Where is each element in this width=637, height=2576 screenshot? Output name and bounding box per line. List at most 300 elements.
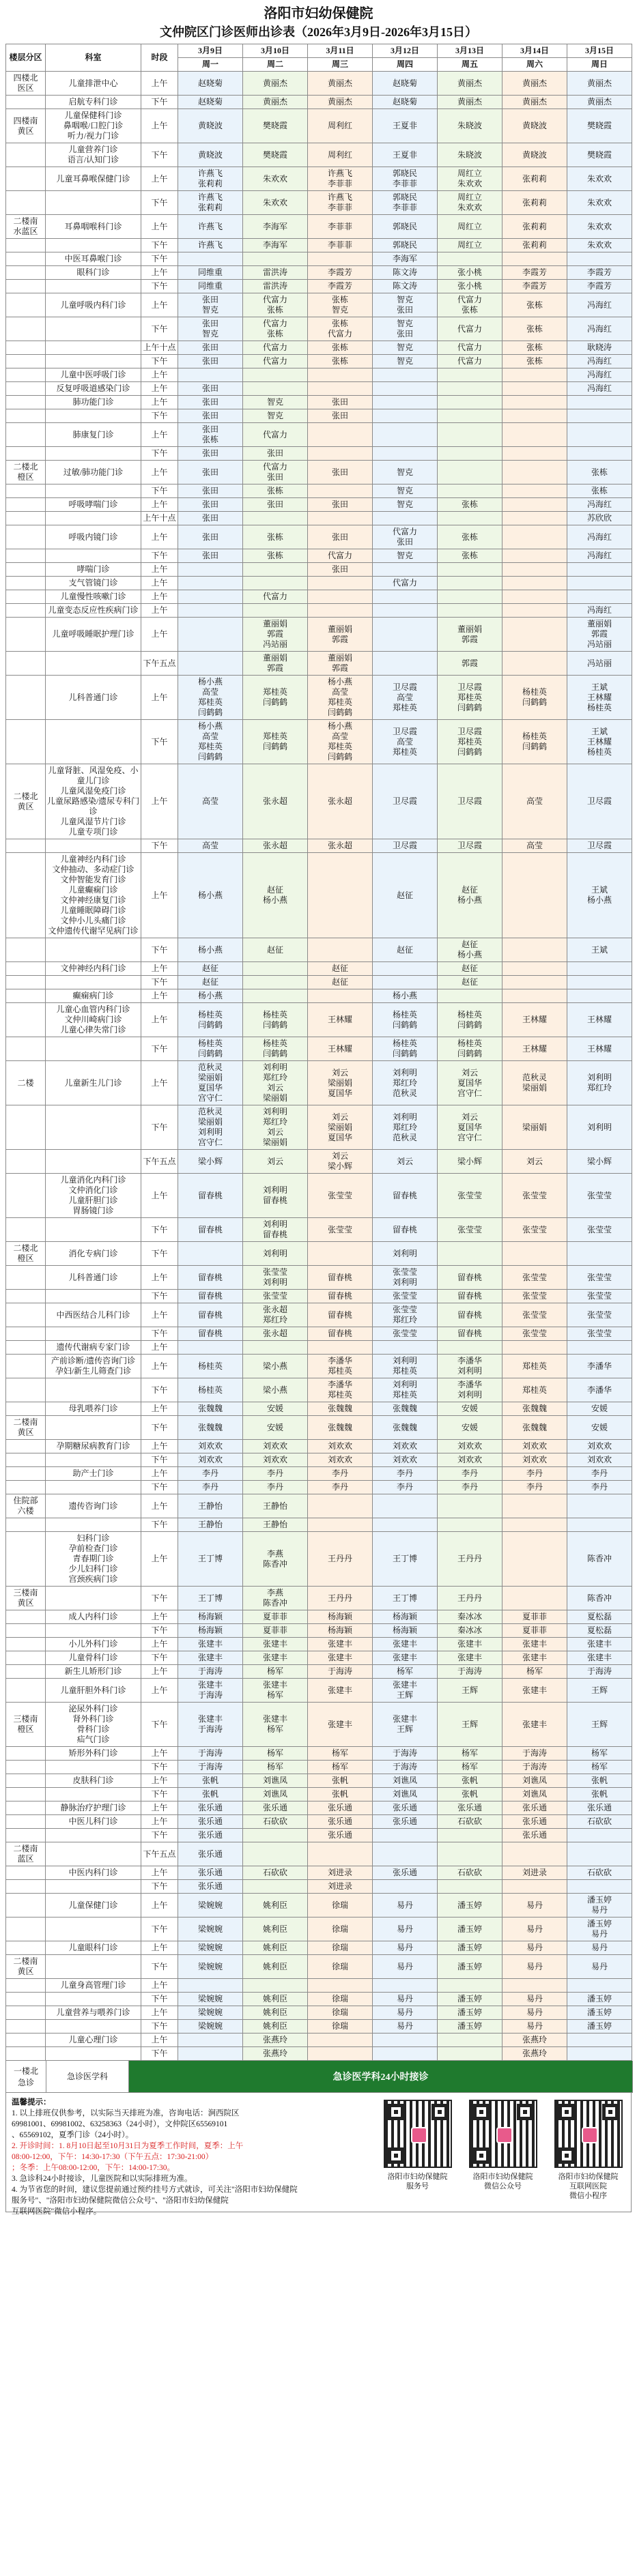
doctor-cell: 张栋 — [567, 461, 632, 484]
doctor-cell: 冯海红 — [567, 355, 632, 368]
doctor-cell — [308, 604, 373, 618]
doctor-cell: 李潘华 郑桂英 — [308, 1355, 373, 1378]
dept-cell: 中医内科门诊 — [46, 1866, 141, 1880]
doctor-cell — [373, 652, 438, 676]
doctor-cell: 张莹莹 — [567, 1174, 632, 1218]
dept-cell: 呼吸哮喘门诊 — [46, 498, 141, 512]
table-row — [6, 1703, 632, 1747]
doctor-cell — [567, 252, 632, 266]
doctor-cell: 董丽娟 郭霞 — [308, 652, 373, 676]
doctor-cell: 石砍砍 — [243, 1866, 308, 1880]
doctor-cell: 高莹 — [178, 764, 243, 839]
doctor-cell — [373, 2034, 438, 2047]
dept-cell — [46, 1955, 141, 1979]
doctor-cell: 周利红 — [308, 143, 373, 167]
doctor-cell: 樊晓霞 — [567, 109, 632, 143]
doctor-cell: 刘云 梁丽娟 夏国华 — [308, 1105, 373, 1150]
emergency-dept: 急诊医学科 — [46, 2061, 129, 2092]
doctor-cell: 张田 — [308, 525, 373, 549]
doctor-cell: 留春桃 — [178, 1327, 243, 1341]
doctor-cell — [567, 563, 632, 577]
doctor-cell — [243, 1880, 308, 1894]
tip-line: 3. 急诊科24小时接诊，儿童医院和以实际排班为准。 — [12, 2175, 193, 2183]
doctor-cell: 张小桃 — [438, 280, 502, 293]
doctor-cell: 留春桃 — [178, 1218, 243, 1242]
doctor-cell: 代富力 张田 — [243, 461, 308, 484]
doctor-cell: 徐瑞 — [308, 1993, 373, 2006]
slot-cell: 上午 — [141, 853, 178, 938]
doctor-cell: 李海军 — [373, 252, 438, 266]
dept-cell: 儿童心血管内科门诊 文仲川崎病门诊 儿童心律失常门诊 — [46, 1003, 141, 1037]
table-row — [6, 447, 632, 461]
dept-cell: 哮喘门诊 — [46, 563, 141, 577]
doctor-cell: 黄丽杰 — [502, 72, 567, 96]
dept-cell: 中西医结合儿科门诊 — [46, 1303, 141, 1327]
doctor-cell: 赵晓菊 — [373, 96, 438, 109]
header-area: 楼层分区 — [6, 44, 46, 72]
doctor-cell: 梁小燕 — [243, 1378, 308, 1402]
table-row — [6, 1105, 632, 1150]
qr-official-account[interactable] — [464, 2100, 542, 2191]
doctor-cell: 张建丰 — [502, 1679, 567, 1703]
doctor-cell: 张乐通 — [438, 1801, 502, 1815]
doctor-cell: 黄丽杰 — [567, 72, 632, 96]
hospital-logo-icon — [582, 2127, 598, 2143]
dept-cell — [46, 1829, 141, 1842]
doctor-cell: 张莹莹 — [567, 1266, 632, 1290]
doctor-cell: 张田 — [243, 447, 308, 461]
dept-cell: 皮肤科门诊 — [46, 1774, 141, 1788]
area-cell — [6, 676, 46, 720]
doctor-cell: 潘玉婷 — [567, 2006, 632, 2020]
table-row — [6, 1355, 632, 1378]
doctor-cell: 姚利臣 — [243, 1917, 308, 1941]
doctor-cell: 朱晓波 — [438, 143, 502, 167]
doctor-cell: 张帆 — [308, 1774, 373, 1788]
dept-cell: 妇科门诊 孕前检查门诊 青春期门诊 少儿妇科门诊 宫颈疾病门诊 — [46, 1532, 141, 1587]
doctor-cell: 同维重 — [178, 266, 243, 280]
doctor-cell: 刘利明 郑桂英 — [373, 1378, 438, 1402]
doctor-cell — [438, 382, 502, 396]
doctor-cell: 杨桂英 闫鹤鹤 — [502, 676, 567, 720]
doctor-cell: 安媛 — [243, 1416, 308, 1440]
slot-cell: 上午 — [141, 1440, 178, 1453]
table-row — [6, 590, 632, 604]
hospital-logo-icon — [496, 2127, 513, 2143]
doctor-cell: 郭晓民 李菲菲 — [373, 191, 438, 215]
doctor-cell: 姚利臣 — [243, 1993, 308, 2006]
slot-cell: 下午五点 — [141, 652, 178, 676]
doctor-cell: 杨海颖 — [308, 1610, 373, 1624]
slot-cell: 上午 — [141, 1402, 178, 1416]
doctor-cell: 卫尽霞 — [373, 839, 438, 853]
doctor-cell: 王静怡 — [243, 1494, 308, 1518]
doctor-cell — [373, 1494, 438, 1518]
dept-cell: 儿童肝胆外科门诊 — [46, 1679, 141, 1703]
doctor-cell: 朱欢欢 — [243, 167, 308, 191]
doctor-cell: 留春桃 — [373, 1218, 438, 1242]
table-row — [6, 839, 632, 853]
table-row — [6, 1003, 632, 1037]
dept-cell — [46, 1917, 141, 1941]
doctor-cell — [502, 1979, 567, 1993]
dept-cell: 儿童耳鼻喉保健门诊 — [46, 167, 141, 191]
dept-cell: 矫形外科门诊 — [46, 1747, 141, 1761]
doctor-cell: 同维重 — [178, 280, 243, 293]
doctor-cell: 留春桃 — [308, 1303, 373, 1327]
area-cell — [6, 839, 46, 853]
doctor-cell: 易丹 — [373, 1955, 438, 1979]
doctor-cell: 王林耀 — [502, 1003, 567, 1037]
doctor-cell: 王林耀 — [308, 1037, 373, 1061]
doctor-cell: 张田 — [308, 498, 373, 512]
header-weekday: 周六 — [502, 58, 567, 72]
area-cell — [6, 1880, 46, 1894]
doctor-cell: 杨桂英 闫鹤鹤 — [178, 1003, 243, 1037]
doctor-cell — [243, 604, 308, 618]
doctor-cell — [373, 604, 438, 618]
dept-cell: 中医耳鼻喉门诊 — [46, 252, 141, 266]
doctor-cell — [438, 577, 502, 590]
doctor-cell: 代富力 — [373, 577, 438, 590]
doctor-cell: 刘云 梁小辉 — [308, 1150, 373, 1174]
doctor-cell: 周红立 — [438, 239, 502, 252]
area-cell — [6, 1941, 46, 1955]
doctor-cell: 张建丰 — [308, 1679, 373, 1703]
dept-cell: 儿童呼吸内科门诊 — [46, 293, 141, 317]
area-cell — [6, 1150, 46, 1174]
doctor-cell: 李霞芳 — [567, 280, 632, 293]
tip-line: 08:00-12:00，下午：14:30-17:30（下午五点：17:30-21:00） — [12, 2153, 214, 2161]
doctor-cell: 李丹 — [243, 1481, 308, 1494]
doctor-cell — [438, 447, 502, 461]
doctor-cell: 赵征 — [438, 962, 502, 976]
doctor-cell: 智克 — [373, 549, 438, 563]
doctor-cell: 樊晓霞 — [243, 109, 308, 143]
doctor-cell: 张田 智克 — [178, 293, 243, 317]
doctor-cell: 王林耀 — [308, 1003, 373, 1037]
doctor-cell: 张田 — [308, 409, 373, 423]
dept-cell — [46, 317, 141, 341]
slot-cell: 上午 — [141, 1679, 178, 1703]
dept-cell: 启航专科门诊 — [46, 96, 141, 109]
doctor-cell: 刘谯凤 — [502, 1788, 567, 1801]
doctor-cell: 刘欢欢 — [567, 1440, 632, 1453]
doctor-cell — [502, 652, 567, 676]
area-cell — [6, 341, 46, 355]
doctor-cell: 张魏魏 — [308, 1416, 373, 1440]
table-row — [6, 1290, 632, 1303]
doctor-cell: 杨小燕 — [178, 938, 243, 962]
doctor-cell: 代富力 张栋 — [438, 293, 502, 317]
table-row — [6, 1638, 632, 1651]
doctor-cell: 刘欢欢 — [438, 1453, 502, 1467]
doctor-cell: 张莉莉 — [502, 239, 567, 252]
area-cell — [6, 1679, 46, 1703]
dept-cell: 癫痫病门诊 — [46, 989, 141, 1003]
doctor-cell: 张魏魏 — [373, 1402, 438, 1416]
dept-cell: 儿童中医呼吸门诊 — [46, 368, 141, 382]
area-cell: 三楼南 黄区 — [6, 1587, 46, 1610]
doctor-cell: 卫尽霞 — [567, 764, 632, 839]
table-row — [6, 191, 632, 215]
doctor-cell: 留春桃 — [438, 1290, 502, 1303]
table-row — [6, 652, 632, 676]
doctor-cell: 易丹 — [502, 2020, 567, 2034]
doctor-cell: 李丹 — [567, 1481, 632, 1494]
slot-cell: 下午 — [141, 239, 178, 252]
doctor-cell: 范秋灵 梁丽娟 夏国华 宫守仁 — [178, 1061, 243, 1105]
dept-cell: 儿童变态反应性疾病门诊 — [46, 604, 141, 618]
doctor-cell: 卫尽霞 — [567, 839, 632, 853]
doctor-cell: 石砍砍 — [438, 1866, 502, 1880]
tip-line: ；冬季：上午08:00-12:00，下午：14:00-17:30。 — [12, 2164, 175, 2172]
doctor-cell: 易丹 — [502, 1894, 567, 1917]
doctor-cell: 李潘华 刘利明 — [438, 1378, 502, 1402]
area-cell — [6, 423, 46, 447]
dept-cell — [46, 1416, 141, 1440]
table-row — [6, 396, 632, 409]
slot-cell: 下午五点 — [141, 1842, 178, 1866]
doctor-cell: 姚利臣 — [243, 1941, 308, 1955]
doctor-cell: 周利红 — [308, 109, 373, 143]
dept-cell — [46, 280, 141, 293]
slot-cell: 上午 — [141, 1747, 178, 1761]
doctor-cell — [373, 396, 438, 409]
doctor-cell — [567, 1494, 632, 1518]
doctor-cell — [438, 252, 502, 266]
doctor-cell — [502, 938, 567, 962]
doctor-cell: 刘利明 郑红玲 刘云 梁丽娟 — [243, 1105, 308, 1150]
doctor-cell: 王丹丹 — [308, 1532, 373, 1587]
qr-service-account[interactable] — [378, 2100, 457, 2191]
slot-cell: 上午 — [141, 1801, 178, 1815]
doctor-cell: 杨军 — [373, 1665, 438, 1679]
doctor-cell: 代富力 — [438, 355, 502, 368]
qr-mini-program[interactable] — [549, 2100, 627, 2201]
doctor-cell — [438, 368, 502, 382]
doctor-cell — [502, 577, 567, 590]
doctor-cell: 王静怡 — [178, 1518, 243, 1532]
area-cell — [6, 167, 46, 191]
doctor-cell — [243, 368, 308, 382]
dept-cell: 儿童身高管理门诊 — [46, 1979, 141, 1993]
doctor-cell: 杨军 — [243, 1665, 308, 1679]
doctor-cell: 梁婉婉 — [178, 1917, 243, 1941]
doctor-cell: 张永超 — [243, 839, 308, 853]
doctor-cell: 张栋 — [438, 549, 502, 563]
slot-cell: 下午 — [141, 280, 178, 293]
emergency-area: 一楼北 急诊 — [6, 2061, 46, 2092]
doctor-cell: 潘玉婷 — [438, 2006, 502, 2020]
slot-cell: 上午 — [141, 1174, 178, 1218]
doctor-cell: 杨海颖 — [373, 1624, 438, 1638]
doctor-cell: 张乐通 — [178, 1866, 243, 1880]
area-cell — [6, 525, 46, 549]
table-row — [6, 1880, 632, 1894]
doctor-cell: 张莹莹 — [373, 1327, 438, 1341]
doctor-cell: 董丽娟 郭霞 — [438, 618, 502, 652]
area-cell — [6, 853, 46, 938]
doctor-cell: 王丹丹 — [438, 1532, 502, 1587]
doctor-cell: 陈文涛 — [373, 266, 438, 280]
doctor-cell: 董丽娟 郭霞 — [308, 618, 373, 652]
doctor-cell: 郑桂英 — [502, 1355, 567, 1378]
area-cell — [6, 1801, 46, 1815]
table-row — [6, 1532, 632, 1587]
doctor-cell — [308, 512, 373, 525]
doctor-cell — [438, 2034, 502, 2047]
area-cell — [6, 1993, 46, 2006]
slot-cell: 下午 — [141, 1788, 178, 1801]
doctor-cell: 张莉莉 — [502, 167, 567, 191]
doctor-cell: 李霞芳 — [502, 280, 567, 293]
doctor-cell: 杨军 — [438, 1747, 502, 1761]
doctor-cell: 刘谯凤 — [373, 1788, 438, 1801]
doctor-cell: 张乐通 — [502, 1801, 567, 1815]
dept-cell: 遗传代谢病专家门诊 — [46, 1341, 141, 1355]
doctor-cell — [373, 1979, 438, 1993]
doctor-cell: 周红立 — [438, 215, 502, 239]
doctor-cell: 张建丰 王辉 — [373, 1703, 438, 1747]
doctor-cell: 易丹 — [502, 2006, 567, 2020]
area-cell — [6, 1341, 46, 1355]
doctor-cell: 许燕飞 张莉莉 — [178, 191, 243, 215]
doctor-cell: 留春桃 — [178, 1290, 243, 1303]
slot-cell: 上午 — [141, 382, 178, 396]
table-row — [6, 96, 632, 109]
doctor-cell: 刘云 梁丽娟 夏国华 — [308, 1061, 373, 1105]
doctor-cell: 姚利臣 — [243, 2020, 308, 2034]
doctor-cell — [178, 618, 243, 652]
slot-cell: 上午 — [141, 266, 178, 280]
doctor-cell — [178, 2034, 243, 2047]
dept-cell: 儿童营养与喂养门诊 — [46, 2006, 141, 2020]
doctor-cell — [567, 409, 632, 423]
doctor-cell: 智克 — [243, 396, 308, 409]
doctor-cell: 朱欢欢 — [567, 191, 632, 215]
doctor-cell — [502, 1341, 567, 1355]
doctor-cell — [438, 1979, 502, 1993]
doctor-cell: 刘进录 — [308, 1880, 373, 1894]
doctor-cell — [567, 1242, 632, 1266]
doctor-cell: 于海涛 — [373, 1747, 438, 1761]
table-row — [6, 2020, 632, 2034]
doctor-cell: 安媛 — [567, 1416, 632, 1440]
doctor-cell — [502, 853, 567, 938]
dept-cell — [46, 652, 141, 676]
slot-cell: 上午 — [141, 423, 178, 447]
doctor-cell: 李丹 — [373, 1481, 438, 1494]
area-cell — [6, 484, 46, 498]
doctor-cell: 杨小燕 高莹 郑桂英 闫鹤鹤 — [308, 676, 373, 720]
doctor-cell: 梁丽娟 — [502, 1105, 567, 1150]
doctor-cell: 张建丰 — [567, 1651, 632, 1665]
doctor-cell — [243, 252, 308, 266]
table-row — [6, 1894, 632, 1917]
doctor-cell — [502, 498, 567, 512]
doctor-cell: 赵征 — [438, 976, 502, 989]
doctor-cell: 智克 — [373, 498, 438, 512]
table-row — [6, 1774, 632, 1788]
doctor-cell — [567, 989, 632, 1003]
dept-cell: 反复呼吸道感染门诊 — [46, 382, 141, 396]
area-cell — [6, 2006, 46, 2020]
table-row — [6, 1788, 632, 1801]
dept-cell — [46, 512, 141, 525]
area-cell — [6, 1761, 46, 1774]
doctor-cell: 刘进录 — [308, 1866, 373, 1880]
dept-cell — [46, 1993, 141, 2006]
doctor-cell: 代富力 — [243, 355, 308, 368]
doctor-cell: 刘利明 郑红玲 — [567, 1061, 632, 1105]
doctor-cell: 李海军 — [243, 215, 308, 239]
doctor-cell — [502, 512, 567, 525]
doctor-cell: 张田 — [178, 525, 243, 549]
dept-cell: 文仲神经内科门诊 — [46, 962, 141, 976]
area-cell — [6, 1303, 46, 1327]
doctor-cell: 李燕 陈香冲 — [243, 1587, 308, 1610]
doctor-cell: 赵征 — [178, 976, 243, 989]
doctor-cell — [438, 409, 502, 423]
doctor-cell: 苏欣欣 — [567, 512, 632, 525]
table-row — [6, 1815, 632, 1829]
tip-line: 2. 开诊时间：1. 8月10日起至10月31日为夏季工作时间，夏季：上午 — [12, 2142, 244, 2150]
doctor-cell: 刘欢欢 — [178, 1440, 243, 1453]
doctor-cell: 徐瑞 — [308, 1955, 373, 1979]
doctor-cell: 易丹 — [502, 1955, 567, 1979]
area-cell — [6, 1815, 46, 1829]
doctor-cell: 张帆 — [438, 1774, 502, 1788]
doctor-cell: 潘玉婷 — [438, 1941, 502, 1955]
emergency-row — [5, 2061, 633, 2093]
doctor-cell: 代富力 — [243, 590, 308, 604]
slot-cell: 下午 — [141, 1624, 178, 1638]
area-cell — [6, 563, 46, 577]
doctor-cell: 卫尽霞 郑桂英 闫鹤鹤 — [438, 676, 502, 720]
doctor-cell — [243, 382, 308, 396]
doctor-cell: 张田 — [178, 498, 243, 512]
tips-lines — [12, 2108, 369, 2217]
table-row — [6, 1467, 632, 1481]
area-cell — [6, 1638, 46, 1651]
doctor-cell — [502, 1880, 567, 1894]
doctor-cell: 李潘华 刘利明 — [438, 1355, 502, 1378]
doctor-cell: 张乐通 — [178, 1842, 243, 1866]
area-cell — [6, 317, 46, 341]
doctor-cell: 留春桃 — [178, 1303, 243, 1327]
slot-cell: 下午 — [141, 1218, 178, 1242]
doctor-cell: 张莹莹 — [502, 1327, 567, 1341]
footer — [5, 2093, 632, 2216]
doctor-cell: 李潘华 郑桂英 — [308, 1378, 373, 1402]
doctor-cell: 张莹莹 — [373, 1290, 438, 1303]
doctor-cell: 杨桂英 闫鹤鹤 — [438, 1037, 502, 1061]
doctor-cell: 杨小燕 — [178, 853, 243, 938]
doctor-cell: 张莉莉 — [502, 191, 567, 215]
slot-cell: 上午 — [141, 989, 178, 1003]
slot-cell: 下午 — [141, 484, 178, 498]
slot-cell: 下午 — [141, 317, 178, 341]
dept-cell — [46, 1842, 141, 1866]
doctor-cell: 李菲菲 — [308, 215, 373, 239]
doctor-cell: 高莹 — [178, 839, 243, 853]
doctor-cell — [308, 368, 373, 382]
doctor-cell: 刘欢欢 — [438, 1440, 502, 1453]
area-cell — [6, 1105, 46, 1150]
slot-cell: 下午 — [141, 1761, 178, 1774]
doctor-cell — [308, 1842, 373, 1866]
